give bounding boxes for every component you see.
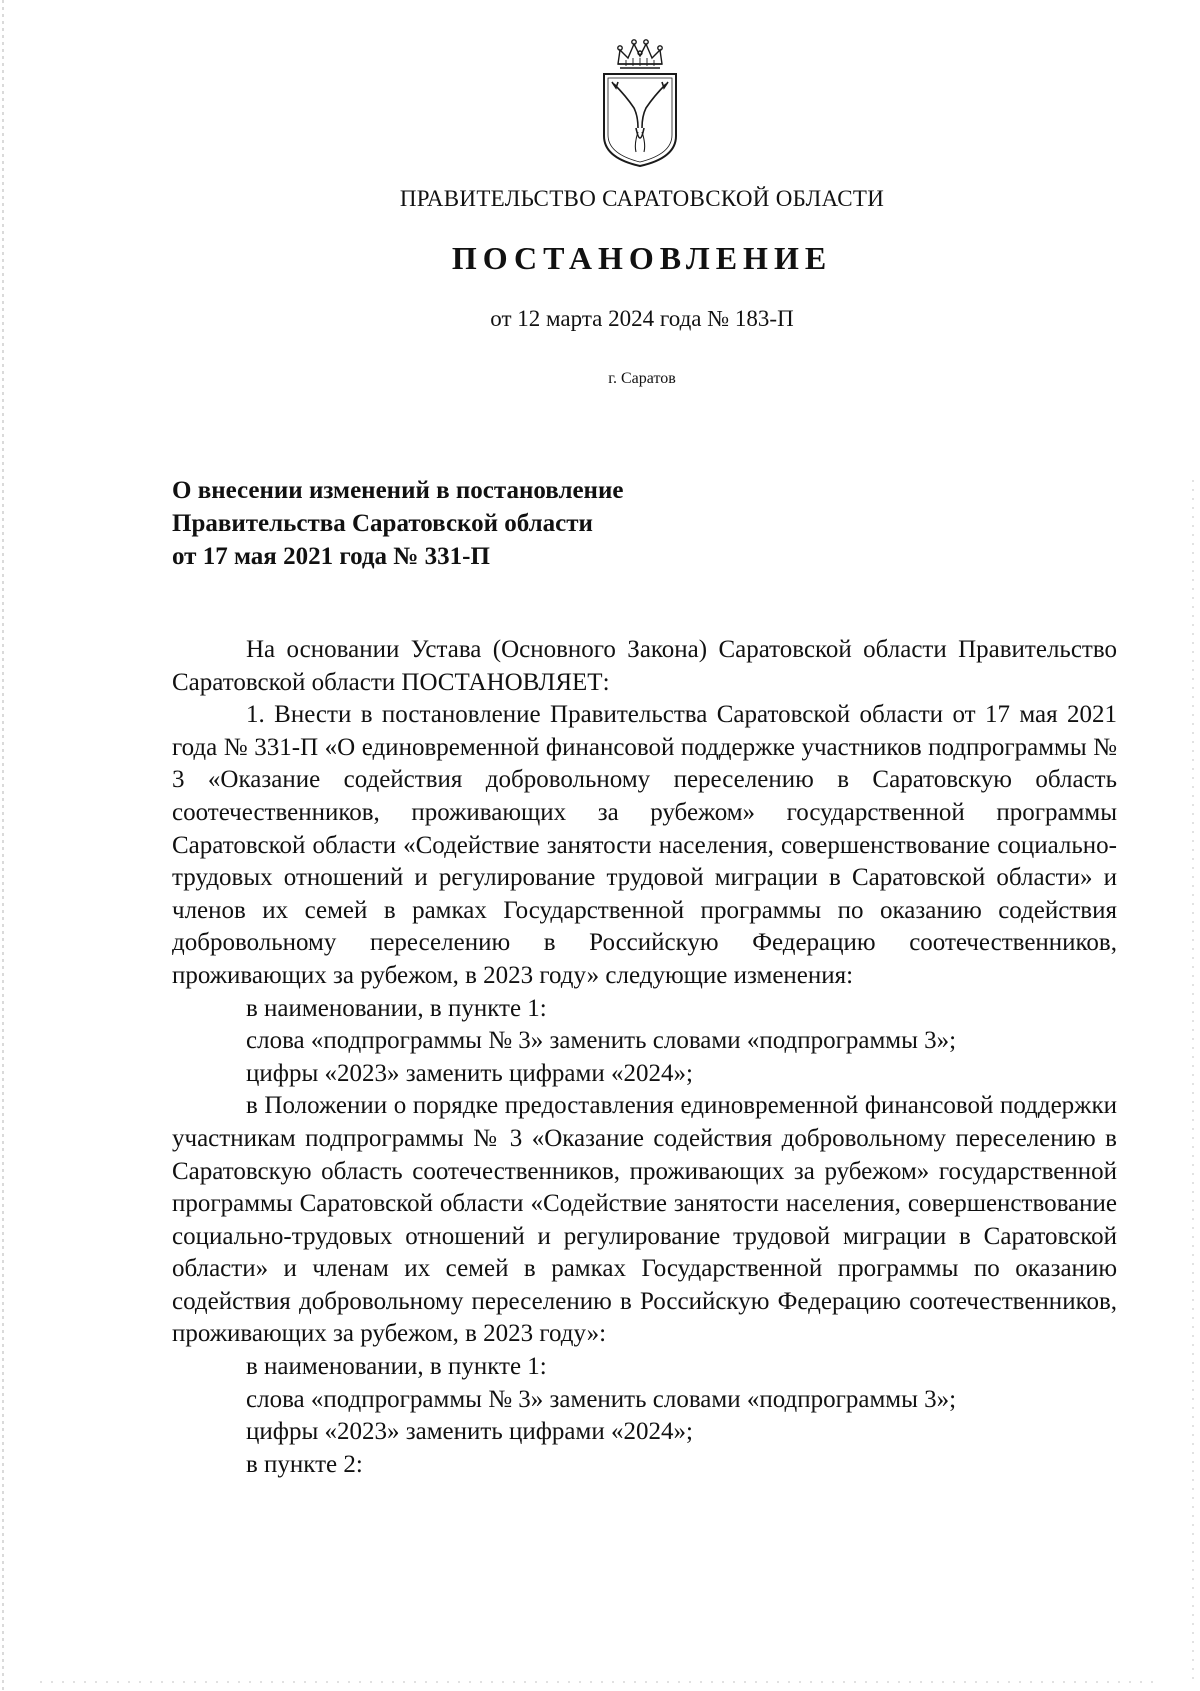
body-paragraph: в Положении о порядке предоставления единовременной финансовой поддержки участникам подпрограммы № 3 «Оказание содействия добровольному переселению в Саратовскую область соотечественников, проживающих за рубежом» государственной программы Саратовской области «Содействие занятости населения, совершенствование социально-трудовых отношений и регулирование трудовой миграции в Саратовской области» и членам их семей в рамках Государственной программы по оказанию содействия добровольному переселению в Российскую Федерацию соотечественников, проживающих за рубежом, в 2023 году»: [172, 1092, 1117, 1348]
subject-line: Правительства Саратовской области [172, 510, 593, 537]
document-subject [172, 474, 623, 573]
subject-line: от 17 мая 2021 года № 331-П [172, 543, 490, 570]
body-paragraph: 1. Внести в постановление Правительства Саратовской области от 17 мая 2021 года № 331-П «О единовременной финансовой поддержке участников подпрограммы № 3 «Оказание содействия добровольному переселению в Саратовскую область соотечественников, проживающих за рубежом» государственной программы Саратовской области «Содействие занятости населения, совершенствование социально-трудовых отношений и регулирование трудовой миграции в Саратовской области» и членов их семей в рамках Государственной программы по оказанию содействия добровольному переселению в Российскую Федерацию соотечественников, проживающих за рубежом, в 2023 году» следующие изменения: [172, 701, 1117, 989]
government-name: ПРАВИТЕЛЬСТВО САРАТОВСКОЙ ОБЛАСТИ [399, 186, 885, 211]
body-paragraph: в пункте 2: [246, 1450, 363, 1478]
body-paragraph: цифры «2023» заменить цифрами «2024»; [246, 1418, 693, 1446]
body-paragraph: На основании Устава (Основного Закона) Саратовской области Правительство Саратовской области ПОСТАНОВЛЯЕТ: [172, 636, 1117, 696]
document-date-number: от 12 марта 2024 года № 183-П [490, 306, 794, 331]
scan-edge-left [2, 0, 4, 1691]
document-body [172, 634, 1117, 1481]
body-paragraph: в наименовании, в пункте 1: [246, 994, 547, 1022]
saratov-coat-of-arms-icon [598, 36, 682, 168]
body-paragraph: слова «подпрограммы № 3» заменить словами «подпрограммы 3»; [246, 1027, 957, 1055]
scan-edge-right [1192, 480, 1194, 1680]
body-paragraph: слова «подпрограммы № 3» заменить словами «подпрограммы 3»; [246, 1385, 957, 1413]
document-type: ПОСТАНОВЛЕНИЕ [451, 240, 833, 276]
scan-edge-bottom [40, 1681, 1160, 1683]
body-paragraph: в наименовании, в пункте 1: [246, 1353, 547, 1381]
subject-line: О внесении изменений в постановление [172, 477, 624, 504]
body-paragraph: цифры «2023» заменить цифрами «2024»; [246, 1059, 693, 1087]
document-city: г. Саратов [608, 370, 676, 387]
